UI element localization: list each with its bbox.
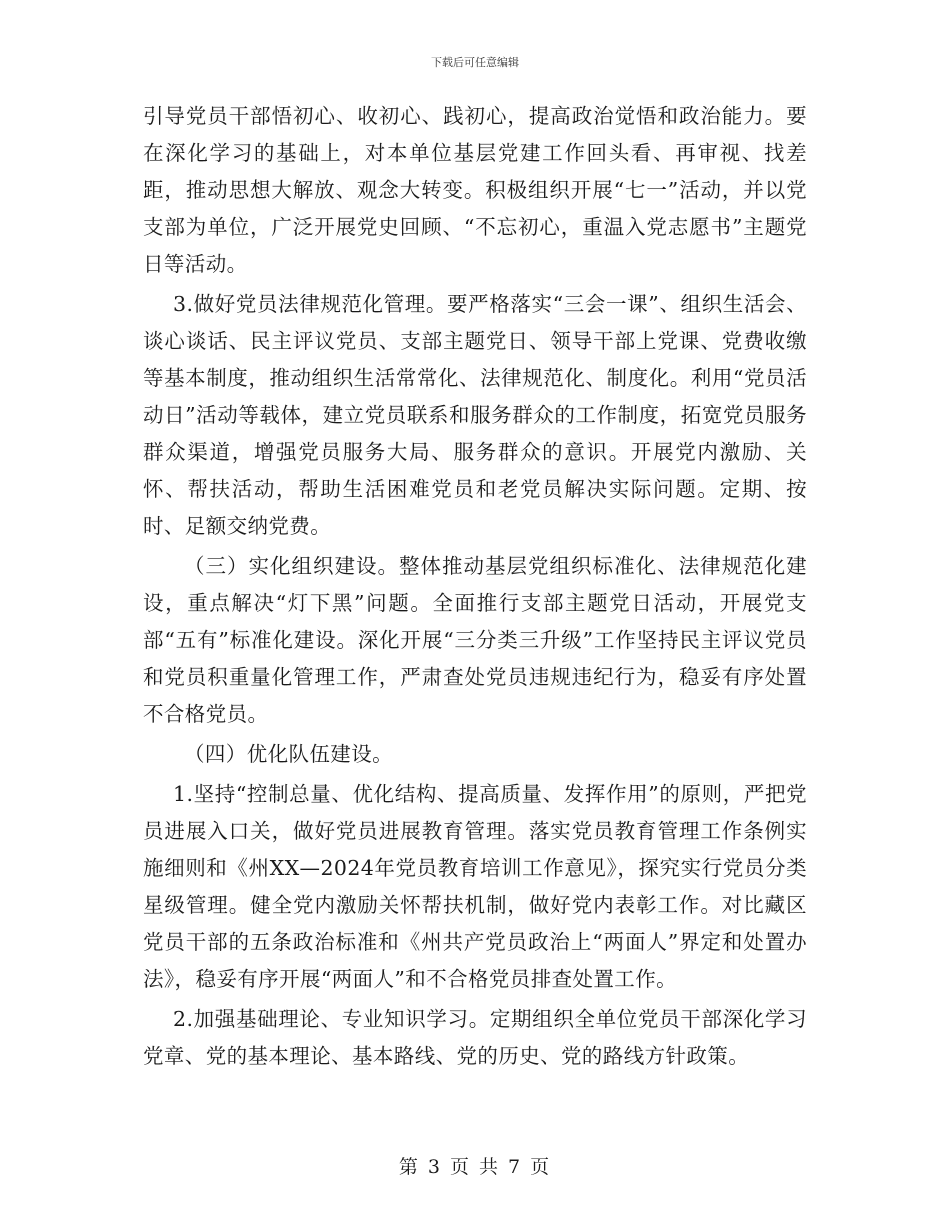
- page-header-note: 下载后可任意编辑: [431, 56, 519, 69]
- paragraph-item-3: 3.做好党员法律规范化管理。要严格落实“三会一课”、组织生活会、谈心谈话、民主评议党员、支部主题党日、领导干部上党课、党费收缴等基本制度，推动组织生活常常化、法律规范化、制度化。利用“党员活动日”活动等载体，建立党员联系和服务群众的工作制度，拓宽党员服务群众渠道，增强党员服务大局、服务群众的意识。开展党内激励、关怀、帮扶活动，帮助生活困难党员和老党员解决实际问题。定期、按时、足额交纳党费。: [143, 292, 807, 538]
- paragraph-section-3: （三）实化组织建设。整体推动基层党组织标准化、法律规范化建设，重点解决“灯下黑”问题。全面推行支部主题党日活动，开展党支部“五有”标准化建设。深化开展“三分类三升级”工作坚持民主评议党员和党员积重量化管理工作，严肃查处党员违规违纪行为，稳妥有序处置不合格党员。: [143, 554, 807, 726]
- page-number-footer: 第 3 页 共 7 页: [398, 1156, 552, 1178]
- paragraph-continuation: 引导党员干部悟初心、收初心、践初心，提高政治觉悟和政治能力。要在深化学习的基础上，对本单位基层党建工作回头看、再审视、找差距，推动思想大解放、观念大转变。积极组织开展“七一”活动，并以党支部为单位，广泛开展党史回顾、“不忘初心，重温入党志愿书”主题党日等活动。: [143, 104, 807, 276]
- paragraph-item-2: 2.加强基础理论、专业知识学习。定期组织全单位党员干部深化学习党章、党的基本理论、基本路线、党的历史、党的路线方针政策。: [143, 1007, 807, 1068]
- paragraph-item-1: 1.坚持“控制总量、优化结构、提高质量、发挥作用”的原则，严把党员进展入口关，做好党员进展教育管理。落实党员教育管理工作条例实施细则和《州XX—2024年党员教育培训工作意见》，探究实行党员分类星级管理。健全党内激励关怀帮扶机制，做好党内表彰工作。对比藏区党员干部的五条政治标准和《州共产党员政治上“两面人”界定和处置办法》，稳妥有序开展“两面人”和不合格党员排查处置工作。: [143, 782, 807, 991]
- document-body: [143, 98, 807, 1075]
- paragraph-section-4-heading: （四）优化队伍建设。: [184, 742, 393, 766]
